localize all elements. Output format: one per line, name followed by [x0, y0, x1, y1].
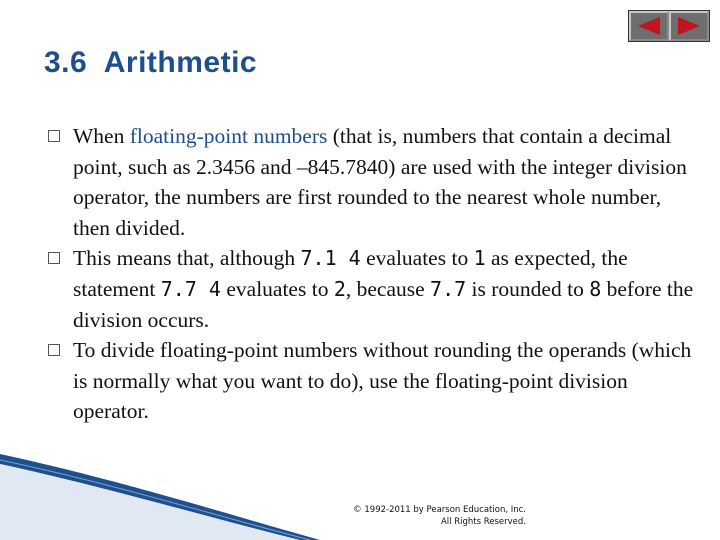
code-snippet: 7.7 [430, 276, 467, 301]
code-snippet: 7.1 4 [300, 246, 361, 271]
left-arrow-icon [636, 16, 662, 36]
previous-slide-button[interactable] [629, 11, 669, 41]
copyright-line: © 1992-2011 by Pearson Education, Inc. [353, 505, 526, 515]
copyright-footer [300, 504, 526, 528]
highlighted-term: floating-point numbers [129, 124, 328, 148]
slide-title: 3.6 Arithmetic [44, 46, 258, 79]
square-bullet-icon [48, 130, 60, 142]
bullet-item: This means that, although 7.1 4 evaluates to 1 as expected, the statement 7.7 4 evaluates to 2, because 7.7 is rounded to 8 before the division occurs. [46, 243, 696, 335]
slide-navigation [628, 10, 710, 42]
code-snippet: 2 [333, 276, 346, 301]
code-snippet: 8 [589, 276, 602, 301]
slide-body [46, 121, 696, 427]
next-slide-button[interactable] [669, 11, 709, 41]
code-snippet: 1 [473, 246, 486, 271]
square-bullet-icon [48, 344, 60, 356]
code-snippet: 7.7 4 [160, 276, 221, 301]
rights-line: All Rights Reserved. [440, 517, 526, 527]
bullet-item: When floating-point numbers (that is, numbers that contain a decimal point, such as 2.3456 and –845.7840) are used with the integer division operator, the numbers are first rounded to the nearest whole number, then divided. [46, 121, 696, 243]
square-bullet-icon [48, 252, 60, 264]
right-arrow-icon [676, 16, 702, 36]
bullet-item: To divide floating-point numbers without rounding the operands (which is normally what you want to do), use the floating-point division operator. [46, 335, 696, 427]
